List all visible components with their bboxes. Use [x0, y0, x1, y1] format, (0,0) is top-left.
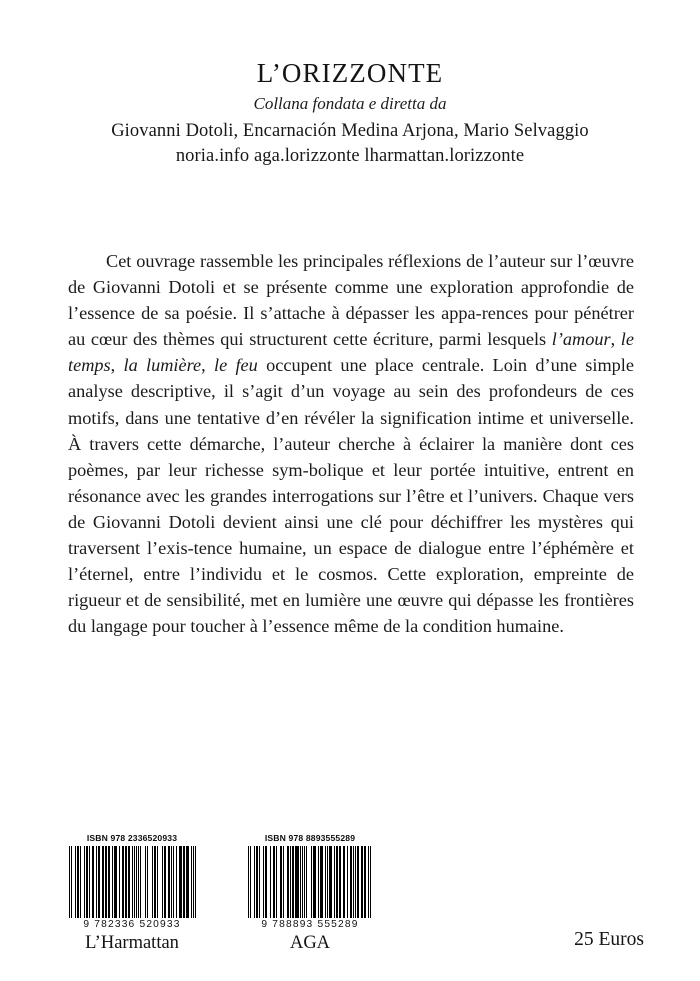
- series-websites: noria.info aga.lorizzonte lharmattan.lorizzonte: [175, 145, 525, 166]
- blurb-separator-2: ,: [110, 355, 124, 376]
- barcode-bars-harmattan: [68, 846, 196, 918]
- series-title: L’ORIZZONTE: [256, 58, 444, 88]
- blurb-text-part-2: occupent une place centrale. Loin d’une simple analyse descriptive, il s’agit d’un voyage au sein des profondeurs de ces motifs, dans une tentative d’en révéler la signification intime et universelle. À travers cette démarche, l’auteur cherche à éclairer la manière dont ces poèmes, par leur richesse sym-bolique et leur portée intuitive, entrent en résonance avec les grandes interrogations sur l’être et l’univers. Chaque vers de Giovanni Dotoli devient ainsi une clé pour déchiffrer les mystères qui traversent l’exis-tence humaine, un espace de dialogue entre l’éphémère et l’éternel, entre l’individu et le cosmos. Cette exploration, empreinte de rigueur et de sensibilité, met en lumière une œuvre qui dépasse les frontières du langage pour toucher à l’essence même de la condition humaine.: [68, 355, 634, 637]
- series-directors: Giovanni Dotoli, Encarnación Medina Arjona, Mario Selvaggio: [111, 120, 589, 141]
- blurb-separator-3: ,: [201, 355, 215, 376]
- back-cover-blurb: [68, 248, 634, 639]
- blurb-emphasis-lumiere: la lumière: [123, 355, 202, 376]
- barcode-bars-aga: [246, 846, 374, 918]
- blurb-separator-1: ,: [610, 329, 621, 350]
- blurb-emphasis-feu: le feu: [214, 355, 258, 376]
- blurb-text-part-1: Cet ouvrage rassemble les principales réflexions de l’auteur sur l’œuvre de Giovanni Dotoli et se présente comme une exploration approfondie de l’essence de sa poésie. Il s’attache à dépasser les appa-rences pour pénétrer au cœur des thèmes qui structurent cette écriture, parmi lesquels: [68, 251, 634, 350]
- barcode-block-aga: [246, 833, 374, 954]
- barcode-digits-aga: 9 788893 555289: [261, 918, 359, 930]
- isbn-label-harmattan: ISBN 978 2336520933: [86, 832, 178, 843]
- blurb-emphasis-temps: le temps: [68, 329, 634, 376]
- barcode-digits-harmattan: 9 782336 520933: [83, 918, 181, 930]
- series-subtitle: Collana fondata e diretta da: [253, 94, 447, 114]
- barcode-group: [68, 833, 374, 954]
- cover-footer: [0, 781, 700, 981]
- isbn-label-aga: ISBN 978 8893555289: [264, 832, 356, 843]
- blurb-emphasis-amour: l’amour: [551, 329, 611, 350]
- publisher-name-aga: AGA: [289, 932, 331, 953]
- publisher-name-harmattan: L’Harmattan: [85, 932, 179, 953]
- price-label: 25 Euros: [574, 929, 644, 950]
- series-header: [0, 58, 700, 168]
- barcode-block-harmattan: [68, 833, 196, 954]
